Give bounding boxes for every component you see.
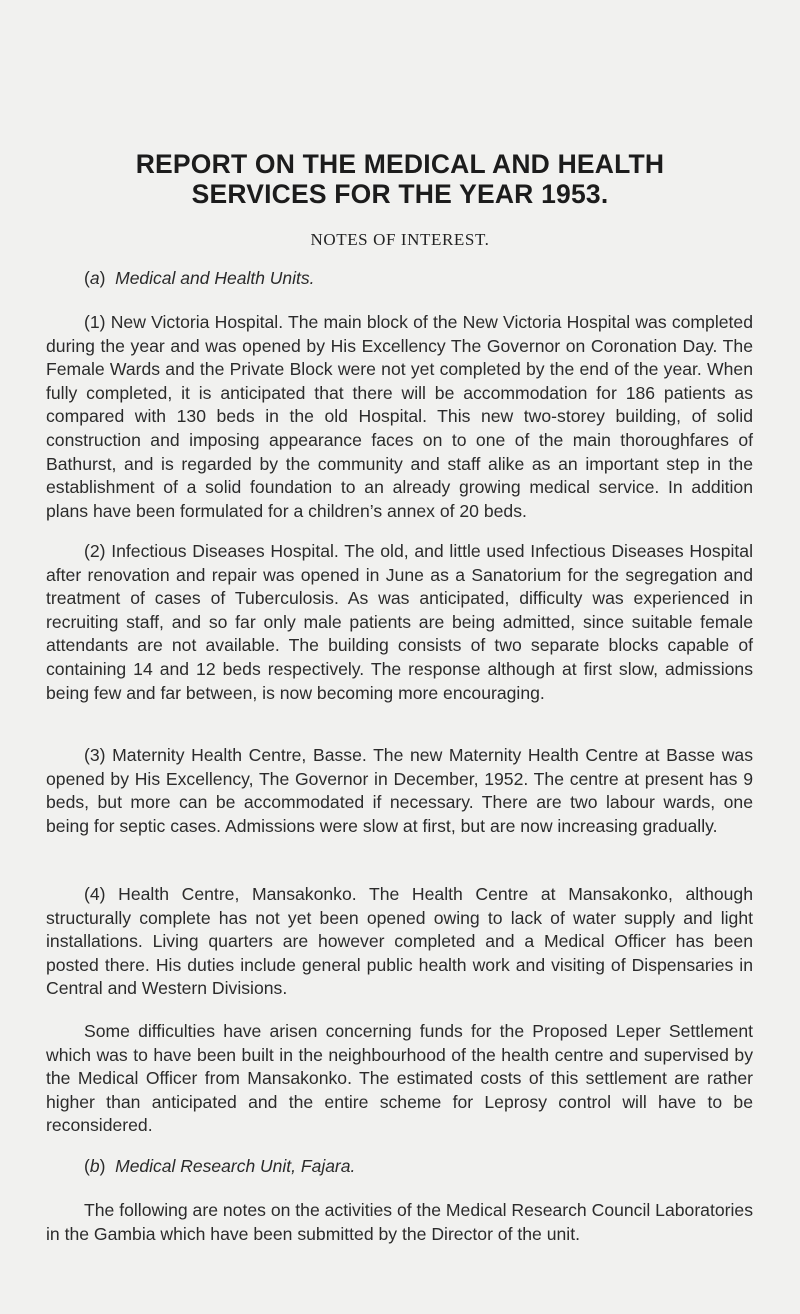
section-a-title: Medical and Health Units. bbox=[115, 268, 315, 288]
paragraph-infectious-diseases-hospital: (2) Infectious Diseases Hospital. The old, and little used Infectious Diseases Hospital after renovation and repair was opened in June as a Sanatorium for the segregation and treatment of cases of Tuberculosis. As was anticipated, difficulty was experienced in recruiting staff, and so far only male patients are being admitted, since suitable female attendants are not available. The building consists of two separate blocks capable of containing 14 and 12 beds respectively. The response although at first slow, admissions being few and far between, is now becoming more encouraging. bbox=[46, 541, 753, 703]
section-a-letter: a bbox=[89, 268, 100, 288]
paragraph-new-victoria-hospital: (1) New Victoria Hospital. The main block of the New Victoria Hospital was completed during the year and was opened by His Excellency The Governor on Coronation Day. The Female Wards and the Private Block were not yet completed by the end of the year. When fully completed, it is anticipated that there will be accommodation for 186 patients as compared with 130 beds in the old Hospital. This new two-storey building, of solid construction and imposing appearance faces on to one of the main thoroughfares of Bathurst, and is regarded by the community and staff alike as an important step in the establishment of a solid foundation to an already growing medical service. In addition plans have been formulated for a children’s annex of 20 beds. bbox=[46, 312, 753, 521]
report-title-line-1: REPORT ON THE MEDICAL AND HEALTH bbox=[135, 149, 665, 179]
paragraph-medical-research-council: The following are notes on the activities of the Medical Research Council Laboratories in the Gambia which have been submitted by the Director of the unit. bbox=[46, 1200, 753, 1244]
section-b-heading: (b) Medical Research Unit, Fajara. bbox=[84, 1156, 356, 1176]
paragraph-leper-settlement: Some difficulties have arisen concerning funds for the Proposed Leper Settlement which was to have been built in the neighbourhood of the health centre and supervised by the Medical Officer from Mansakonko. The estimated costs of this settlement are rather higher than anticipated and the entire scheme for Leprosy control will have to be reconsidered. bbox=[46, 1021, 753, 1136]
section-b-letter: b bbox=[89, 1156, 100, 1176]
report-title-line-2: SERVICES FOR THE YEAR 1953. bbox=[191, 179, 609, 209]
notes-of-interest-heading: NOTES OF INTEREST. bbox=[310, 230, 490, 249]
section-b-title: Medical Research Unit, Fajara. bbox=[115, 1156, 356, 1176]
paragraph-health-centre-mansakonko: (4) Health Centre, Mansakonko. The Health Centre at Mansakonko, although structurally complete has not yet been opened owing to lack of water supply and light installations. Living quarters are however completed and a Medical Officer has been posted there. His duties include general public health work and visiting of Dispensaries in Central and Western Divisions. bbox=[46, 884, 753, 999]
section-a-heading: (a) Medical and Health Units. bbox=[84, 268, 315, 288]
paragraph-maternity-health-centre: (3) Maternity Health Centre, Basse. The new Maternity Health Centre at Basse was opened by His Excellency, The Governor in December, 1952. The centre at present has 9 beds, but more can be accommodated if necessary. There are two labour wards, one being for septic cases. Admissions were slow at first, but are now increasing gradually. bbox=[46, 745, 753, 836]
